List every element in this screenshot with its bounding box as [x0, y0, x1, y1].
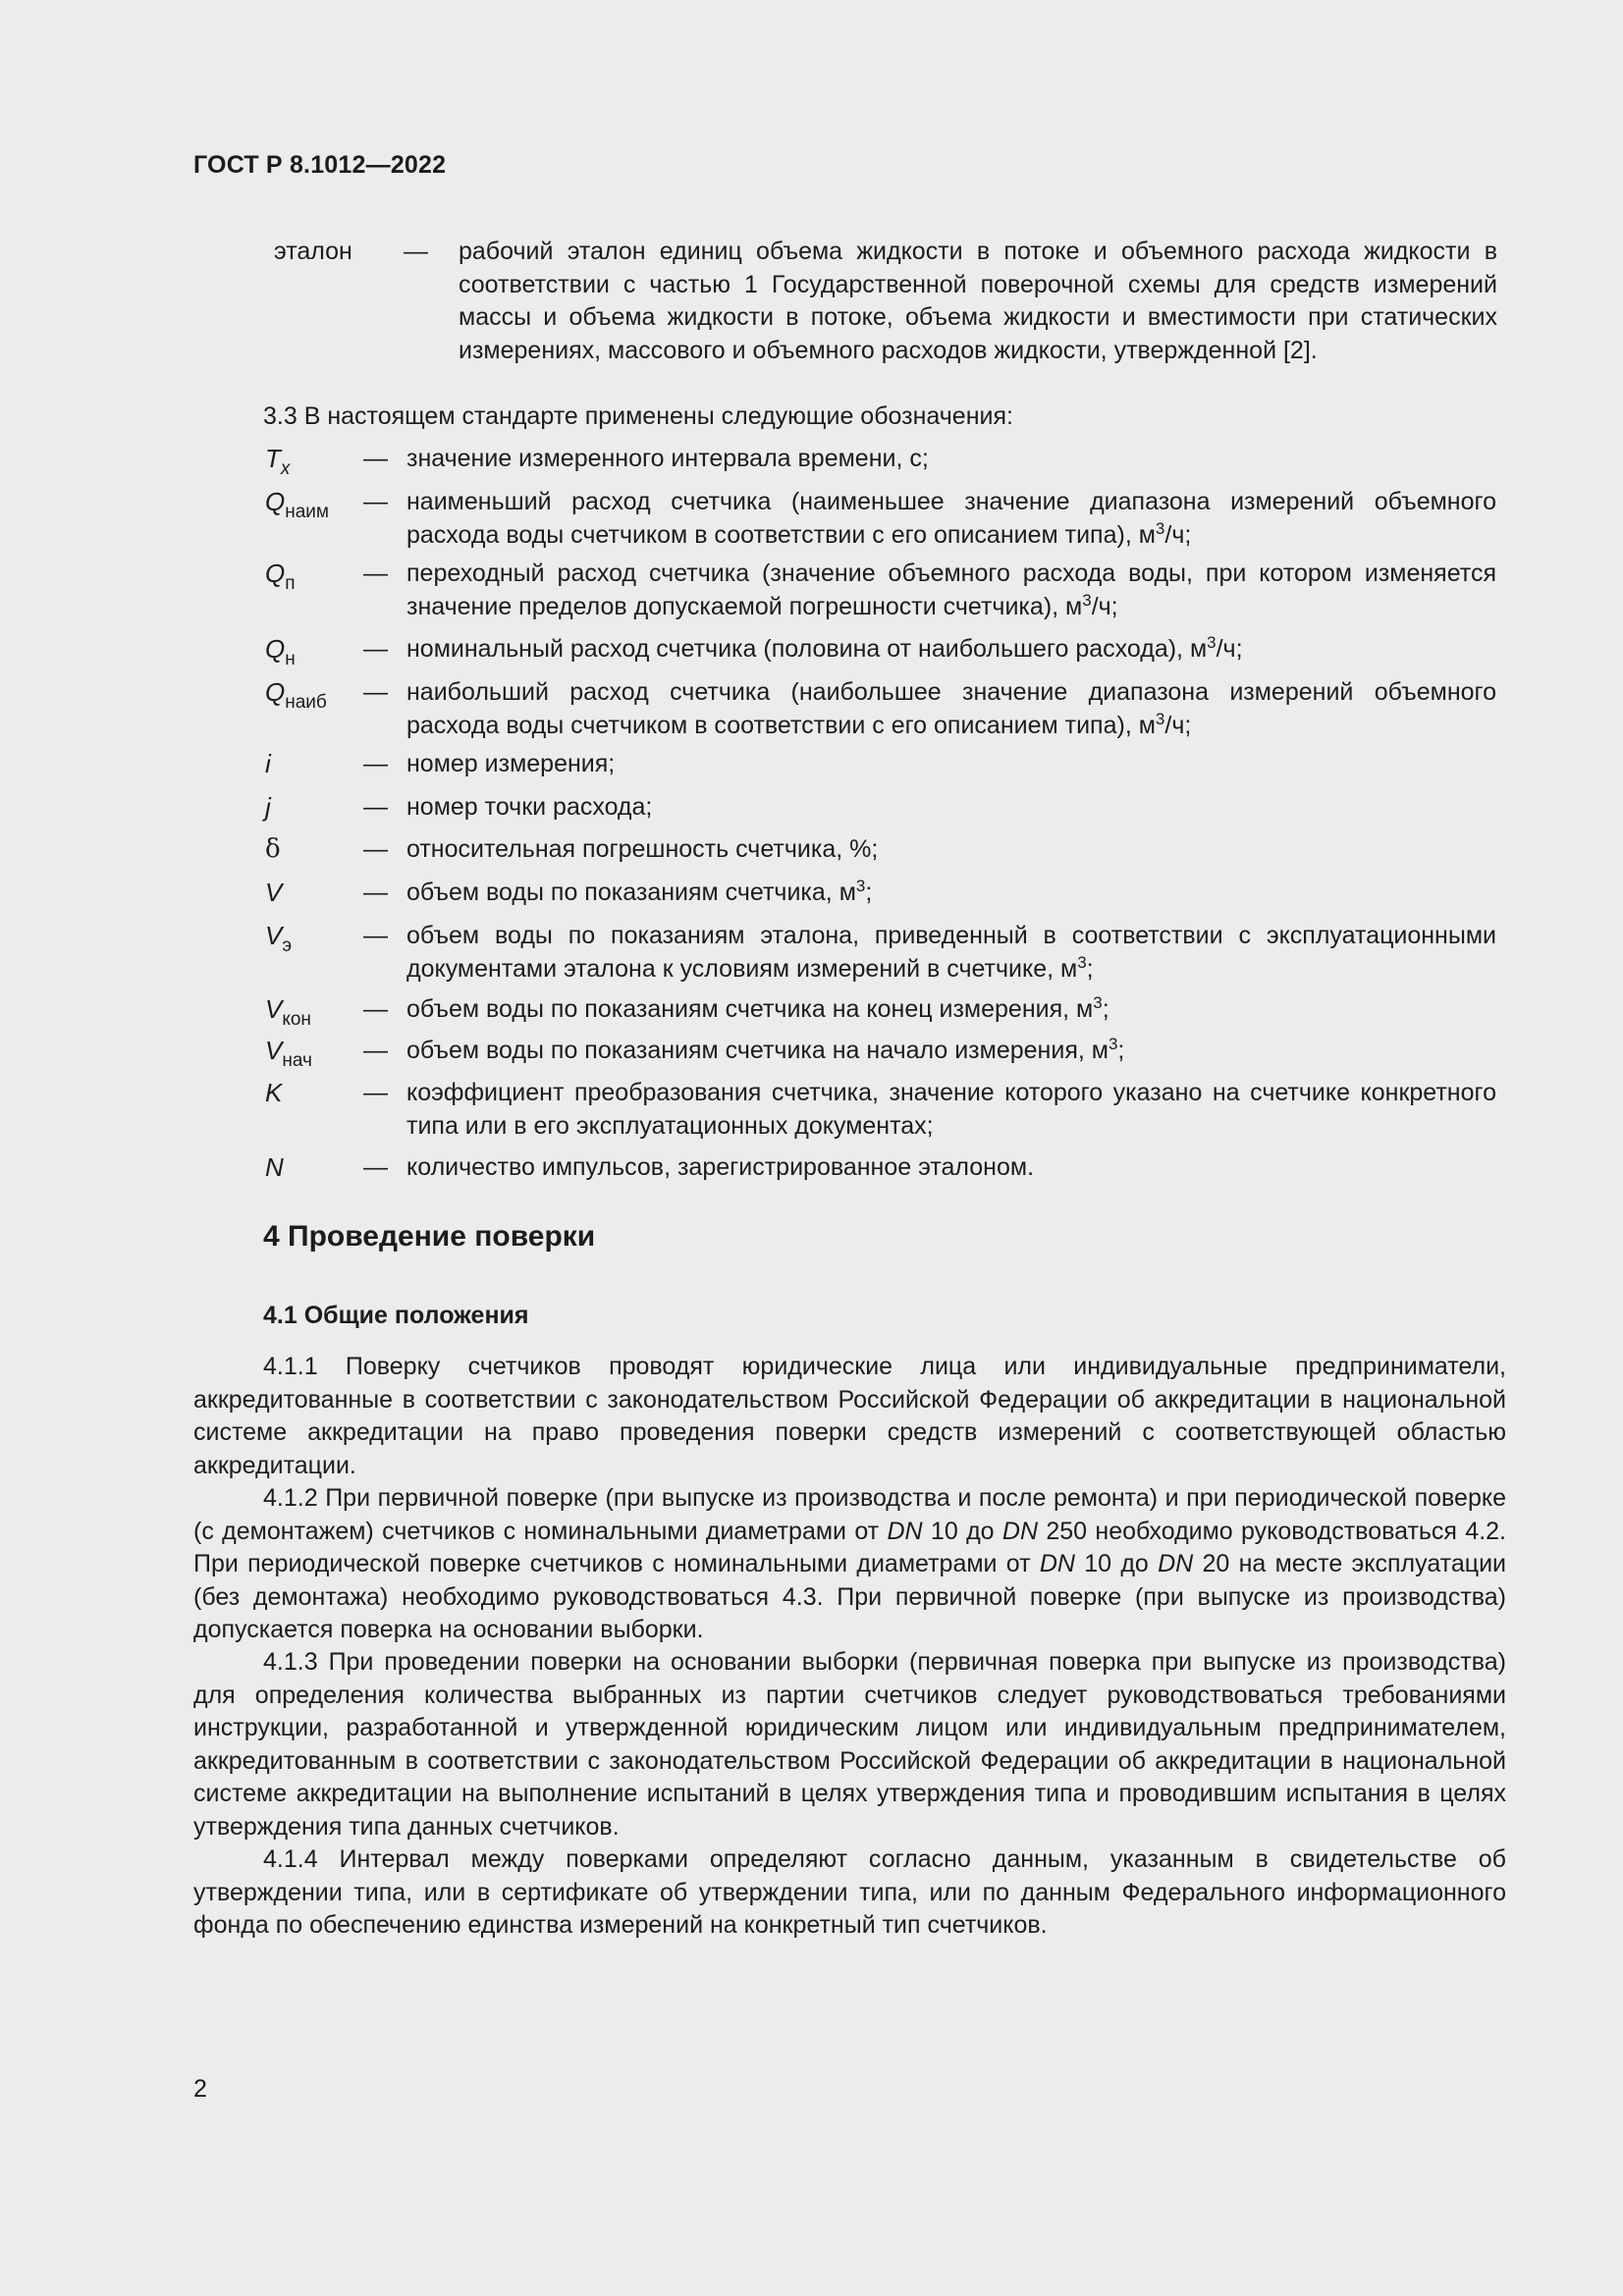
page-number: 2 — [193, 2075, 207, 2103]
symbol: δ — [265, 834, 281, 864]
symbol: $Q_{наим}$ — [265, 487, 329, 522]
symbol: $V_{нач}$ — [265, 1036, 312, 1071]
symbol-dash: — — [363, 793, 388, 821]
symbol: K — [265, 1078, 283, 1107]
symbol-description: объем воды по показаниям счетчика на конец измерения, $м^3$; — [406, 993, 1109, 1023]
symbol: $V_э$ — [265, 921, 293, 956]
symbol-description: количество импульсов, зарегистрированное эталоном. — [406, 1153, 1035, 1181]
symbol-dash: — — [363, 995, 388, 1023]
symbol-dash: — — [363, 488, 388, 515]
paragraph-4-1-1: 4.1.1 Поверку счетчиков проводят юридические лица или индивидуальные предприниматели, аккредитованные в соответствии с законодательством Российской Федерации об аккредитации в национальной системе аккредитации на право проведения поверки средств измерений с соответствующей областью аккредитации. — [193, 1353, 1506, 1479]
paragraph-4-1-2: 4.1.2 При первичной поверке (при выпуске из производства и после ремонта) и при периодической поверке (с демонтажем) счетчиков с номинальными диаметрами от DN 10 до DN 250 необходимо руководствоваться 4.2. При периодической поверке счетчиков с номинальными диаметрами от DN 10 до DN 20 на месте эксплуатации (без демонтажа) необходимо руководствоваться 4.3. При первичной поверке (при выпуске из производства) допускается поверка на основании выборки. — [193, 1484, 1507, 1643]
symbol: V — [265, 878, 283, 907]
symbol-dash: — — [363, 635, 388, 663]
symbol-dash: — — [363, 750, 388, 777]
symbol-description: коэффициент преобразования счетчика, значение которого указано на счетчике конкретного типа или в его эксплуатационных документах; — [406, 1079, 1496, 1140]
symbol: $Q_п$ — [265, 559, 296, 594]
definition-term: эталон — [274, 238, 352, 265]
symbol-dash: — — [363, 678, 388, 706]
symbol-dash: — — [363, 835, 388, 863]
paragraph-4-1-4: 4.1.4 Интервал между поверками определяют согласно данным, указанным в свидетельстве об утверждении типа, или в сертификате об утверждении типа, или по данным Федерального информационного фонда по обеспечению единства измерений на конкретный тип счетчиков. — [193, 1845, 1506, 1939]
paragraph-4-1-3: 4.1.3 При проведении поверки на основании выборки (первичная поверка при выпуске из производства) для определения количества выбранных из партии счетчиков следует руководствоваться требованиями инструкции, разработанной и утвержденной юридическим лицом или индивидуальным предпринимателем, аккредитованным в соответствии с законодательством Российской Федерации об аккредитации в национальной системе аккредитации на выполнение испытаний в целях утверждения типа и проводившим испытания в целях утверждения типа данных счетчиков. — [193, 1648, 1506, 1841]
symbol-description: значение измеренного интервала времени, с; — [406, 445, 929, 472]
definition-text: рабочий эталон единиц объема жидкости в потоке и объемного расхода жидкости в соответствии с частью 1 Государственной поверочной схемы для средств измерений массы и объема жидкости в потоке, объема жидкости и вместимости при статических измерениях, массового и объемного расходов жидкости, утвержденной [2]. — [459, 238, 1497, 364]
definition-dash: — — [404, 238, 428, 265]
symbol-dash: — — [363, 1079, 388, 1106]
symbol-description: объем воды по показаниям эталона, приведенный в соответствии с эксплуатационными документами эталона к условиям измерений в счетчике, $м^3$; — [406, 922, 1496, 983]
section-title: 4 Проведение поверки — [263, 1220, 596, 1253]
symbol-description: объем воды по показаниям счетчика на начало измерения, $м^3$; — [406, 1035, 1125, 1064]
symbol-dash: — — [363, 1153, 388, 1181]
symbol: $V_{кон}$ — [265, 994, 311, 1030]
symbol-description: номинальный расход счетчика (половина от наибольшего расхода), $м^3/ч$; — [406, 633, 1243, 663]
symbol: $T_x$ — [265, 444, 291, 479]
symbol-description: переходный расход счетчика (значение объемного расхода воды, при котором изменяется значение пределов допускаемой погрешности счетчика), $м^3/ч$; — [406, 560, 1496, 620]
symbol-description: номер точки расхода; — [406, 793, 653, 821]
symbol: j — [265, 792, 271, 822]
symbol: i — [265, 749, 271, 778]
symbol: $Q_н$ — [265, 634, 296, 669]
symbol-description: номер измерения; — [406, 750, 616, 777]
symbol-dash: — — [363, 922, 388, 949]
symbol-description: наибольший расход счетчика (наибольшее значение диапазона измерений объемного расхода воды счетчиком в соответствии с его описанием типа), $м^3/ч$; — [406, 678, 1496, 739]
symbol-dash: — — [363, 1037, 388, 1064]
symbol: $Q_{наиб}$ — [265, 677, 327, 713]
subsection-title: 4.1 Общие положения — [263, 1302, 529, 1329]
symbol-description: наименьший расход счетчика (наименьшее значение диапазона измерений объемного расхода воды счетчиком в соответствии с его описанием типа), $м^3/ч$; — [406, 488, 1496, 549]
symbol-dash: — — [363, 445, 388, 472]
symbols-intro: 3.3 В настоящем стандарте применены следующие обозначения: — [263, 402, 1013, 430]
document-header: ГОСТ Р 8.1012—2022 — [193, 151, 447, 179]
symbol-dash: — — [363, 879, 388, 906]
symbol: N — [265, 1152, 284, 1182]
definition-entry — [274, 236, 1496, 402]
symbol-description: относительная погрешность счетчика, %; — [406, 835, 879, 863]
symbol-dash: — — [363, 560, 388, 587]
symbol-description: объем воды по показаниям счетчика, $м^3$; — [406, 877, 873, 906]
